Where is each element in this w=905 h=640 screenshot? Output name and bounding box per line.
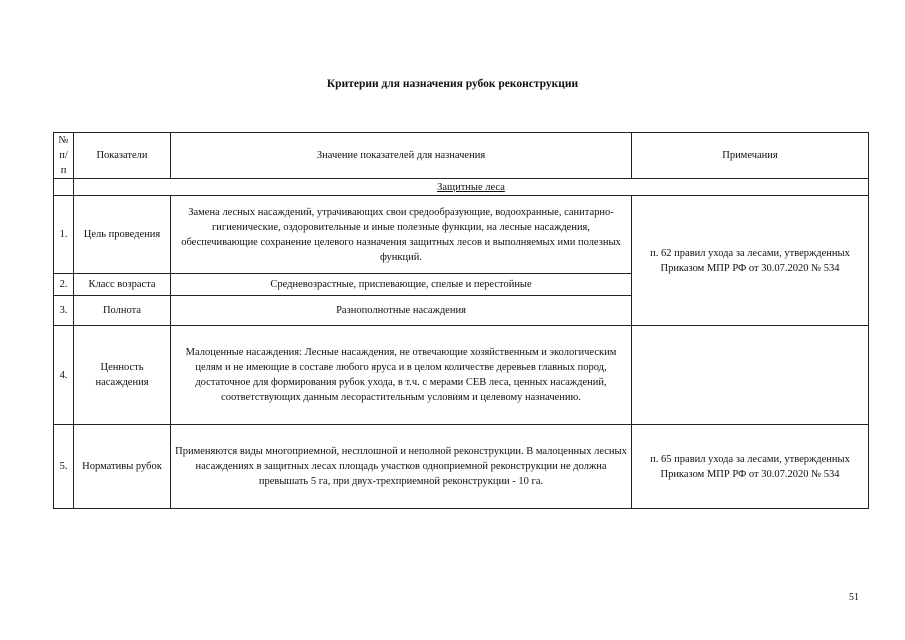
row-indicator-line1: Ценность <box>100 362 144 373</box>
table-row <box>54 425 869 509</box>
row-indicator: Цель проведения <box>74 196 171 274</box>
row-value: Применяются виды многоприемной, несплошной и неполной реконструкции. В малоценных лесных насаждениях в защитных лесах площадь участков одноприемной реконструкции не должна превышать 5 га, при двух-трехприемной реконструкции - 10 га. <box>171 425 632 509</box>
row-num: 3. <box>54 296 74 326</box>
row-num: 2. <box>54 274 74 296</box>
table-row <box>54 196 869 274</box>
row-note: п. 65 правил ухода за лесами, утвержденных Приказом МПР РФ от 30.07.2020 № 534 <box>632 425 869 509</box>
row-num: 1. <box>54 196 74 274</box>
table-row <box>54 326 869 425</box>
row-indicator <box>74 326 171 425</box>
row-note-empty <box>632 326 869 425</box>
document-title: Критерии для назначения рубок реконструкции <box>326 78 579 90</box>
row-num: 5. <box>54 425 74 509</box>
header-indicator: Показатели <box>74 133 171 179</box>
row-num: 4. <box>54 326 74 425</box>
criteria-table <box>53 132 869 509</box>
section-row <box>54 179 869 196</box>
row-indicator: Нормативы рубок <box>74 425 171 509</box>
header-note: Примечания <box>632 133 869 179</box>
row-indicator-line2: насаждения <box>95 377 149 388</box>
row-indicator: Полнота <box>74 296 171 326</box>
row-indicator: Класс возраста <box>74 274 171 296</box>
section-num-cell <box>54 179 74 196</box>
header-num: № п/п <box>54 133 74 179</box>
table-header-row <box>54 133 869 179</box>
section-title: Защитные леса <box>74 179 869 196</box>
row-value: Малоценные насаждения: Лесные насаждения, не отвечающие хозяйственным и экологическим целям и не имеющие в составе любого яруса и в целом количестве деревьев главных пород, достаточное для формирования рубок ухода, в т.ч. с мерами СЕВ леса, ценных насаждений, соответствующих данным лесорастительным условиям и целевому назначению. <box>171 326 632 425</box>
row-value: Средневозрастные, приспевающие, спелые и перестойные <box>171 274 632 296</box>
row-note: п. 62 правил ухода за лесами, утвержденных Приказом МПР РФ от 30.07.2020 № 534 <box>632 196 869 326</box>
page-number: 51 <box>849 592 859 603</box>
row-value: Замена лесных насаждений, утрачивающих свои средообразующие, водоохранные, санитарно-гигиенические, оздоровительные и иные полезные функции, на лесные насаждения, обеспечивающие сохранение целевого назначения защитных лесов и выполняемых ими полезных функций. <box>171 196 632 274</box>
header-value: Значение показателей для назначения <box>171 133 632 179</box>
row-value: Разнополнотные насаждения <box>171 296 632 326</box>
